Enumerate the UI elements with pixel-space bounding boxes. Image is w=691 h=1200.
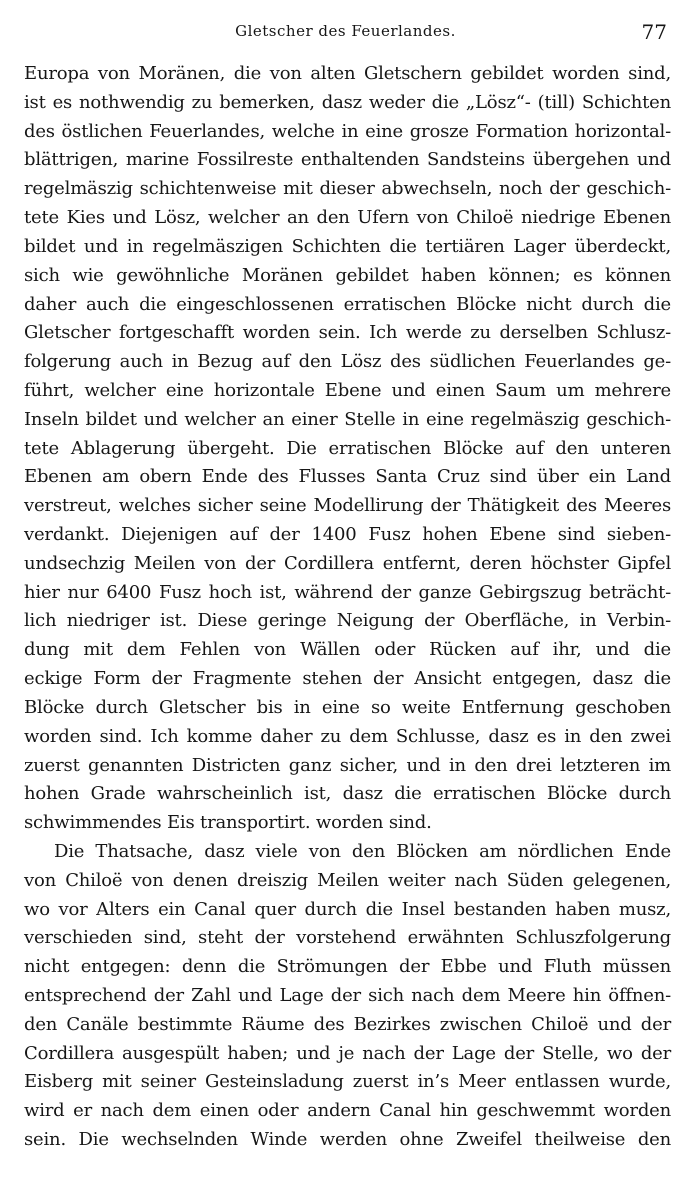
text-line: sein. Die wechselnden Winde werden ohne Zweifel theilweise den: [24, 1129, 671, 1151]
text-line: tete Kies und Lösz, welcher an den Ufern von Chiloë niedrige Ebenen: [24, 207, 671, 229]
paragraph-first-line: Die Thatsache, dasz viele von den Blöcken am nördlichen Ende: [54, 840, 671, 862]
text-line: ist es nothwendig zu bemerken, dasz weder die „Lösz“- (till) Schichten: [24, 91, 671, 113]
text-line: zuerst genannten Districten ganz sicher, und in den drei letzteren im: [24, 754, 671, 776]
text-line: verschieden sind, steht der vorstehend erwähnten Schluszfolgerung: [24, 927, 671, 949]
text-line: Inseln bildet und welcher an einer Stelle in eine regelmäszig geschich-: [24, 408, 671, 430]
body-text: [24, 60, 671, 1155]
text-line: dung mit dem Fehlen von Wällen oder Rücken auf ihr, und die: [24, 639, 671, 661]
text-line: führt, welcher eine horizontale Ebene und einen Saum um mehrere: [24, 379, 671, 401]
text-line: bildet und in regelmäszigen Schichten die tertiären Lager überdeckt,: [24, 235, 671, 257]
text-line: lich niedriger ist. Diese geringe Neigung der Oberfläche, in Verbin-: [24, 610, 671, 632]
text-line: den Canäle bestimmte Räume des Bezirkes zwischen Chiloë und der: [24, 1013, 671, 1035]
text-line: verdankt. Diejenigen auf der 1400 Fusz hohen Ebene sind sieben-: [24, 524, 671, 545]
running-title: Gletscher des Feuerlandes.: [235, 22, 456, 40]
text-line: wird er nach dem einen oder andern Canal hin geschwemmt worden: [24, 1100, 671, 1122]
text-line: Europa von Moränen, die von alten Gletschern gebildet worden sind,: [24, 63, 671, 84]
paragraph-last-line: schwimmendes Eis transportirt. worden sind.: [24, 812, 432, 834]
text-line: blättrigen, marine Fossilreste enthaltenden Sandsteins übergehen und: [24, 149, 671, 171]
text-line: nicht entgegen: denn die Strömungen der Ebbe und Fluth müssen: [24, 956, 671, 978]
text-line: wo vor Alters ein Canal quer durch die Insel bestanden haben musz,: [24, 898, 671, 920]
text-line: verstreut, welches sicher seine Modellirung der Thätigkeit des Meeres: [24, 495, 671, 517]
text-line: folgerung auch in Bezug auf den Lösz des südlichen Feuerlandes ge-: [24, 351, 671, 373]
text-line: Cordillera ausgespült haben; und je nach der Lage der Stelle, wo der: [24, 1042, 671, 1064]
text-line: entsprechend der Zahl und Lage der sich nach dem Meere hin öffnen-: [24, 985, 671, 1006]
text-line: tete Ablagerung übergeht. Die erratischen Blöcke auf den unteren: [24, 437, 671, 459]
text-line: daher auch die eingeschlossenen erratischen Blöcke nicht durch die: [24, 293, 671, 315]
text-line: hier nur 6400 Fusz hoch ist, während der ganze Gebirgszug beträcht-: [24, 581, 671, 603]
text-line: worden sind. Ich komme daher zu dem Schlusse, dasz es in den zwei: [24, 725, 671, 747]
text-line: sich wie gewöhnliche Moränen gebildet haben können; es können: [24, 264, 671, 286]
page-number: 77: [641, 20, 667, 44]
text-line: Gletscher fortgeschafft worden sein. Ich werde zu derselben Schlusz-: [24, 322, 671, 344]
text-line: undsechzig Meilen von der Cordillera entfernt, deren höchster Gipfel: [24, 552, 671, 574]
text-line: regelmäszig schichtenweise mit dieser abwechseln, noch der geschich-: [24, 178, 671, 200]
running-head: [0, 18, 691, 48]
text-line: des östlichen Feuerlandes, welche in eine grosze Formation horizontal-: [24, 120, 671, 142]
text-line: hohen Grade wahrscheinlich ist, dasz die erratischen Blöcke durch: [24, 783, 671, 805]
text-line: Eisberg mit seiner Gesteinsladung zuerst in’s Meer entlassen wurde,: [24, 1071, 671, 1093]
text-line: Blöcke durch Gletscher bis in eine so weite Entfernung geschoben: [24, 696, 671, 718]
text-line: eckige Form der Fragmente stehen der Ansicht entgegen, dasz die: [24, 668, 671, 690]
text-line: von Chiloë von denen dreiszig Meilen weiter nach Süden gelegenen,: [24, 869, 671, 891]
text-line: Ebenen am obern Ende des Flusses Santa Cruz sind über ein Land: [24, 466, 671, 488]
